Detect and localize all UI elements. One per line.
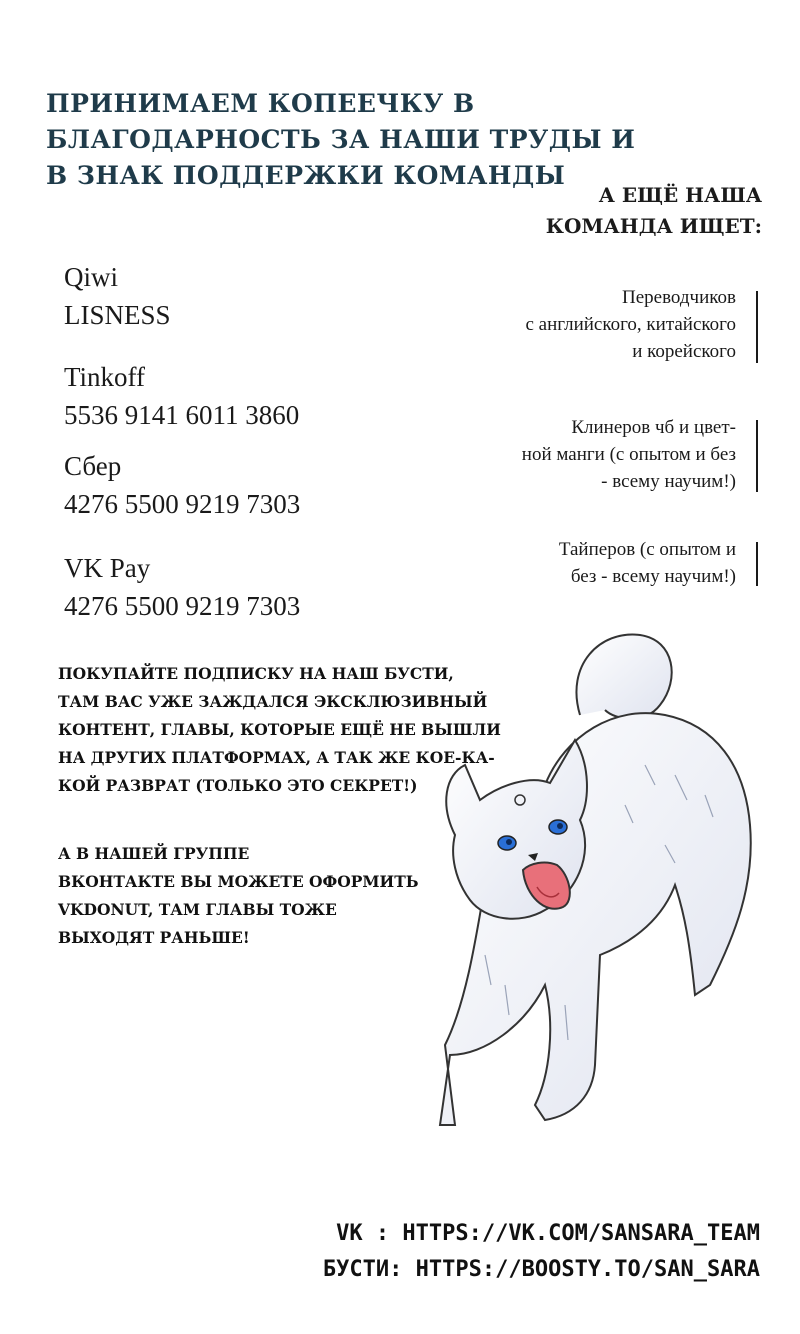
payment-value: 4276 5500 9219 7303 [64,591,301,621]
promo-line: КОНТЕНТ, ГЛАВЫ, КОТОРЫЕ ЕЩЁ НЕ ВЫШЛИ [58,720,501,739]
links-footer [323,1216,760,1288]
heading-line: ПРИНИМАЕМ КОПЕЕЧКУ В [46,89,475,118]
job-line: с английского, китайского [525,314,736,335]
payment-name: VK Pay [64,553,151,583]
heading-line: В ЗНАК ПОДДЕРЖКИ КОМАНДЫ [46,161,566,190]
payment-value: 4276 5500 9219 7303 [64,489,301,519]
vk-link[interactable]: VK : HTTPS://VK.COM/SANSARA_TEAM [336,1221,760,1246]
white-dog-illustration [425,625,765,1135]
payment-qiwi [64,258,384,334]
promo-line: ТАМ ВАС УЖЕ ЗАЖДАЛСЯ ЭКСКЛЮЗИВНЫЙ [58,692,488,711]
job-line: без - всему научим!) [570,566,736,587]
job-cleaners [522,414,736,495]
job-typers [559,536,736,590]
job-divider-bar [756,542,758,586]
job-translators [525,284,736,365]
job-line: Клинеров чб и цвет- [571,417,736,438]
job-line: и корейского [632,341,736,362]
promo-line: VKDONUT, ТАМ ГЛАВЫ ТОЖЕ [58,900,337,919]
dog-tail [576,635,671,719]
heading-line: БЛАГОДАРНОСТЬ ЗА НАШИ ТРУДЫ И [46,125,636,154]
job-line: - всему научим!) [601,471,736,492]
promo-line: КОЙ РАЗВРАТ (ТОЛЬКО ЭТО СЕКРЕТ!) [58,776,418,795]
promo-line: ПОКУПАЙТЕ ПОДПИСКУ НА НАШ БУСТИ, [58,664,454,683]
team-title-line: КОМАНДА ИЩЕТ: [545,214,762,238]
dog-body [440,713,751,1125]
payment-value: LISNESS [64,300,171,330]
promo-line: А В НАШЕЙ ГРУППЕ [58,844,250,863]
job-divider-bar [756,291,758,363]
job-line: ной манги (с опытом и без [521,444,736,465]
job-line: Тайперов (с опытом и [558,539,736,560]
job-divider-bar [756,420,758,492]
payment-vkpay [64,549,384,625]
payment-name: Tinkoff [64,362,146,392]
boosty-link[interactable]: БУСТИ: HTTPS://BOOSTY.TO/SAN_SARA [322,1257,760,1282]
payment-value: 5536 9141 6011 3860 [64,400,300,430]
donation-heading [46,86,636,194]
payment-sber [64,447,384,523]
team-title-line: А ЕЩЁ НАША [598,183,762,207]
promo-line: ВЫХОДЯТ РАНЬШЕ! [58,928,250,947]
job-line: Переводчиков [621,287,736,308]
payment-tinkoff [64,358,384,434]
promo-line: ВКОНТАКТЕ ВЫ МОЖЕТЕ ОФОРМИТЬ [58,872,419,891]
payment-name: Qiwi [64,262,118,292]
team-recruit-title [502,180,762,242]
payment-name: Сбер [64,451,122,481]
promo-line: НА ДРУГИХ ПЛАТФОРМАХ, А ТАК ЖЕ КОЕ-КА- [58,748,495,767]
vk-donut-promo [58,840,419,952]
